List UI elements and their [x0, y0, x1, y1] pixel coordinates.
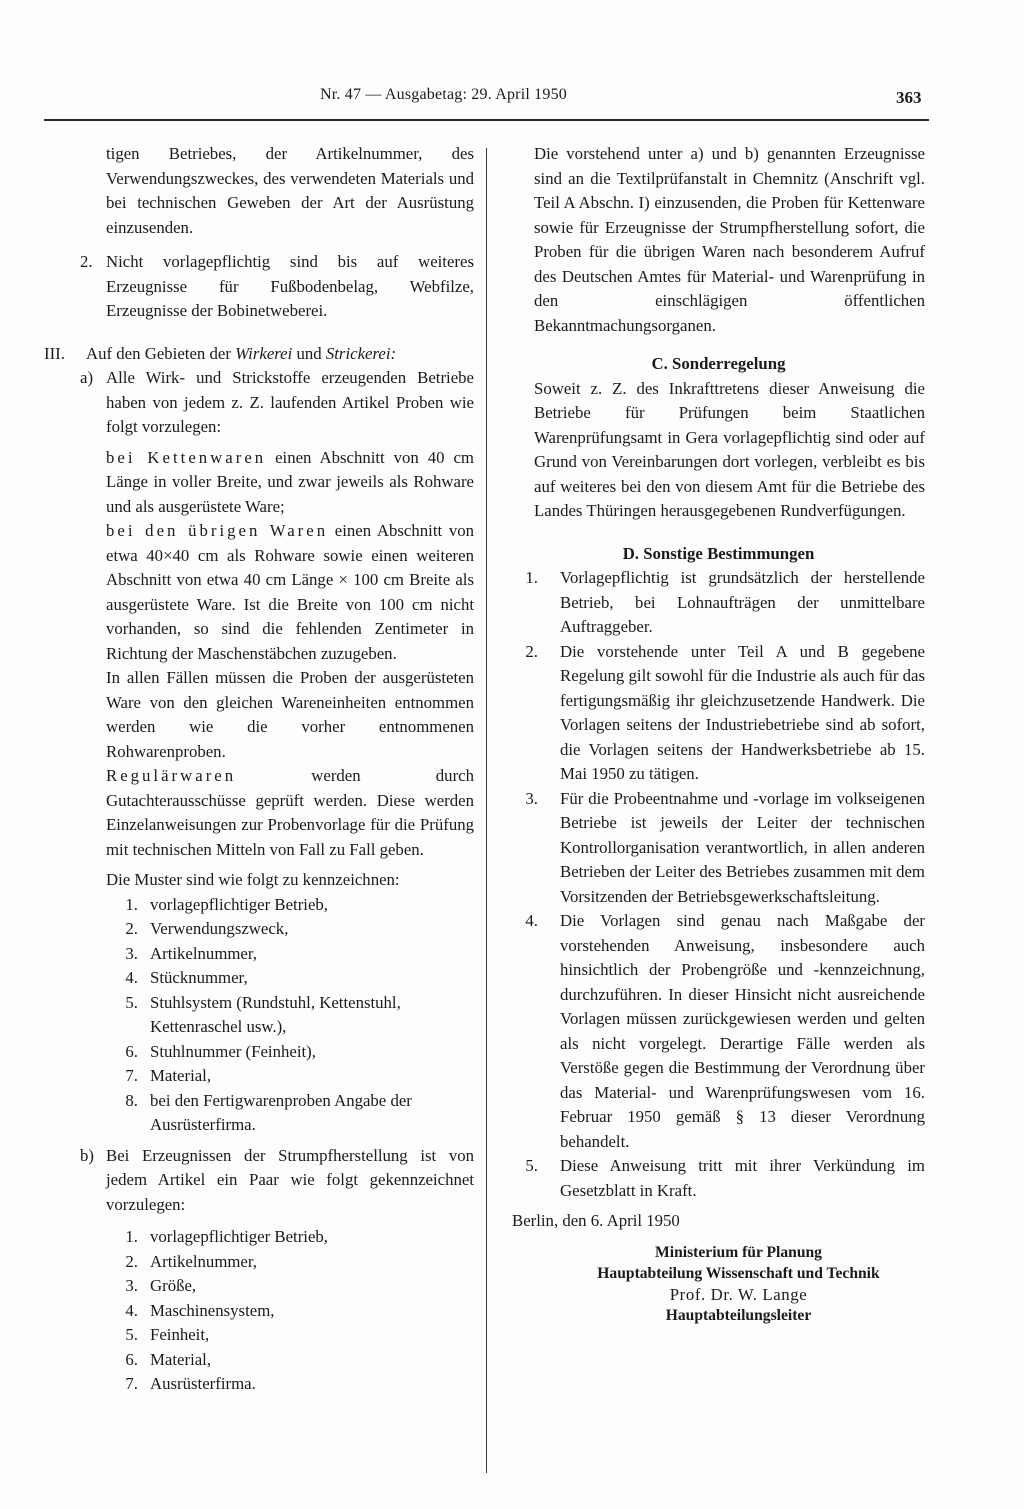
subsection-text: Bei Erzeugnissen der Strumpfherstellung ist von jedem Artikel ein Paar wie folgt gekennzeichnet vorzulegen: [106, 1145, 474, 1214]
list-item [44, 1348, 474, 1373]
list-item [44, 1225, 474, 1250]
list-text: Artikelnummer, [150, 1251, 257, 1271]
list-text: Feinheit, [150, 1325, 210, 1344]
list-item [44, 1064, 474, 1089]
subsection-b [44, 1144, 474, 1218]
list-text: Maschinensystem, [150, 1300, 275, 1320]
list-item [44, 1372, 474, 1397]
item-2 [44, 250, 474, 324]
list-text: Vorlagepflichtig ist grundsätzlich der herstellende Betrieb, bei Lohnaufträgen der unmittelbare Auftraggeber. [560, 568, 925, 636]
subsection-text: Alle Wirk- und Strickstoffe erzeugenden Betriebe haben von jedem z. Z. laufenden Artikel Proben wie folgt vorzulegen: [106, 368, 474, 436]
list-item [44, 917, 474, 942]
section-c-text: Soweit z. Z. des Inkrafttretens dieser Anweisung die Betriebe für Prüfungen beim Staatlichen Warenprüfungsamt in Gera vorlagepflichtig sind oder auf Grund von Vereinbarungen dort vorlegen, verbleibt es bis auf weiteres bei den von diesem Amt für die Betriebe des Landes Thüringen herausgegebenen Rundverfügungen. [534, 378, 925, 520]
list-number: 7. [125, 1374, 138, 1393]
item-number: 2. [80, 252, 93, 271]
list-text: bei den Fertigwarenproben Angabe der [150, 1090, 412, 1110]
regulaerwaren-para [44, 764, 474, 862]
subsection-a [44, 366, 474, 440]
provision-item [512, 640, 925, 787]
list-number: 5. [525, 1156, 538, 1175]
allen-faellen-para: In allen Fällen müssen die Proben der ausgerüsteten Ware von den gleichen Wareneinheiten entnommen werden wie die vorher entnommenen Rohwarenproben. [106, 668, 474, 761]
provision-item [512, 787, 925, 910]
department-name: Hauptabteilung Wissenschaft und Technik [597, 1264, 880, 1282]
continued-paragraph: tigen Betriebes, der Artikelnummer, des Verwendungszweckes, des verwendeten Materials und bei technischen Geweben der Art der Ausrüstung einzusenden. [106, 144, 474, 237]
marking-list-a [44, 893, 474, 1138]
para-text: werden durch Gutachterausschüsse geprüft werden. Diese werden Einzelanweisungen zur Probenvorlage für die Prüfung mit technischen Mitteln von Fall zu Fall geben. [106, 766, 474, 859]
list-text: Für die Probeentnahme und -vorlage im volkseigenen Betriebe ist jeweils der Leiter der technischen Kontrollorganisation verantwortlich, in allen anderen Betrieben der Leiter des Betriebes zusammen mit dem Vorsitzenden der Betriebsgewerkschaftsleitung. [560, 788, 925, 906]
list-text-continued: Kettenraschel usw.), [150, 1017, 287, 1036]
left-column [44, 142, 474, 1397]
list-text: Stuhlsystem (Rundstuhl, Kettenstuhl, [150, 992, 401, 1012]
list-text: Größe, [150, 1276, 197, 1295]
list-number: 4. [125, 968, 138, 987]
list-number: 6. [125, 1041, 138, 1061]
list-text: Material, [150, 1349, 212, 1369]
spaced-term: Regulärwaren [106, 766, 237, 785]
list-number: 1. [125, 894, 138, 914]
provision-item [512, 909, 925, 1154]
list-number: 7. [125, 1066, 138, 1085]
section-d-heading: D. Sonstige Bestimmungen [622, 543, 815, 563]
page-header [0, 84, 1024, 114]
intro-paragraph: Die vorstehend unter a) und b) genannten Erzeugnisse sind an die Textilprüfanstalt in Chemnitz (Anschrift vgl. Teil A Abschn. I) einzusenden, die Proben für Kettenware sowie für Erzeugnisse der Strumpfherstellung sofort, die Proben für die übrigen Waren nach besonderem Aufruf des Deutschen Amtes für Material- und Warenprüfung in den einschlägigen öffentlichen Bekanntmachungsorganen. [534, 144, 925, 335]
list-item [44, 1089, 474, 1138]
kettenwaren-para [44, 446, 474, 520]
list-number: 6. [125, 1349, 138, 1369]
uebrige-waren-para [44, 519, 474, 666]
section-c-heading: C. Sonderregelung [651, 354, 786, 373]
list-number: 5. [125, 992, 138, 1012]
list-item [44, 1323, 474, 1348]
subsection-marker: b) [80, 1145, 94, 1165]
list-number: 1. [125, 1227, 138, 1246]
list-item [44, 893, 474, 918]
list-text: Diese Anweisung tritt mit ihrer Verkündung im Gesetzblatt in Kraft. [560, 1156, 925, 1200]
spaced-term: bei Kettenwaren [106, 447, 267, 467]
provision-item [512, 566, 925, 640]
list-item [44, 1274, 474, 1299]
list-text: Die Vorlagen sind genau nach Maßgabe der vorstehenden Anweisung, insbesondere auch hinsichtlich der Probengröße und -kennzeichnung, durchzuführen. In dieser Hinsicht nicht ausreichende Vorlagen müssen zurückgewiesen werden und gelten als nicht vorgelegt. Derartige Fälle werden als Verstöße gegen die Bestimmung der Verordnung über das Material- und Warenprüfungswesen vom 16. Februar 1950 gemäß § 13 dieser Verordnung behandelt. [560, 911, 925, 1151]
list-text: Die vorstehende unter Teil A und B gegebene Regelung gilt sowohl für die Industrie als auch für das fertigungsmäßig ihr gleichzusetzende Handwerk. Die Vorlagen seitens der Industriebetriebe sind ab sofort, die Vorlagen seitens der Handwerksbetriebe ab 15. Mai 1950 zu tätigen. [560, 641, 925, 783]
right-column [512, 142, 925, 1326]
list-text: Stuhlnummer (Feinheit), [150, 1041, 316, 1061]
list-text: vorlagepflichtiger Betrieb, [150, 1227, 328, 1246]
place-date: Berlin, den 6. April 1950 [512, 1211, 680, 1230]
subsection-marker: a) [80, 368, 94, 387]
section-number: III. [44, 343, 65, 363]
list-text: Ausrüsterfirma. [150, 1374, 256, 1393]
list-number: 3. [525, 788, 538, 808]
heading-text: und [296, 343, 322, 363]
list-number: 4. [525, 911, 538, 930]
signatory-title: Hauptabteilungsleiter [665, 1306, 812, 1324]
heading-text: Auf den Gebieten der [86, 343, 231, 363]
list-item [44, 991, 474, 1040]
item-text: Nicht vorlagepflichtig sind bis auf weiteres Erzeugnisse für Fußbodenbelag, Webfilze, Erzeugnisse der Bobinetweberei. [106, 252, 474, 320]
list-number: 3. [125, 943, 138, 963]
para-text: einen Abschnitt von etwa 40×40 cm als Rohware sowie einen weiteren Abschnitt von etwa 40 cm Länge × 100 cm Breite als ausgerüstete Ware. Ist die Breite von 100 cm nicht vorhanden, so sind die fehlenden Zentimeter in Richtung der Maschenstäbchen zuzugeben. [106, 521, 474, 663]
list-number: 2. [125, 1251, 138, 1271]
list-number: 2. [525, 641, 538, 661]
signatory-name: Prof. Dr. W. Lange [669, 1284, 808, 1304]
list-number: 4. [125, 1300, 138, 1320]
column-divider [486, 148, 487, 1473]
para-text: einen Abschnitt von 40 cm Länge in voller Breite, und zwar jeweils als Rohware und als ausgerüstete Ware; [106, 447, 474, 516]
heading-italic: Strickerei: [325, 343, 397, 363]
list-text: Stücknummer, [150, 968, 248, 987]
marking-list-b [44, 1225, 474, 1397]
ministry-name: Ministerium für Planung [655, 1243, 822, 1261]
heading-italic: Wirkerei [235, 343, 293, 363]
provision-item [512, 1154, 925, 1203]
list-text: Artikelnummer, [150, 943, 257, 963]
list-number: 8. [125, 1090, 138, 1110]
list-item [44, 942, 474, 967]
issue-line: Nr. 47 — Ausgabetag: 29. April 1950 [320, 86, 567, 103]
list-text: Verwendungszweck, [150, 919, 289, 938]
list-item [44, 1299, 474, 1324]
section-iii-heading [44, 342, 474, 367]
page-number: 363 [896, 88, 922, 107]
spaced-term: bei den übrigen Waren [106, 521, 329, 540]
muster-intro: Die Muster sind wie folgt zu kennzeichnen: [106, 870, 400, 889]
list-number: 1. [525, 568, 538, 587]
section-d-items [512, 566, 925, 1203]
list-text-continued: Ausrüsterfirma. [150, 1115, 256, 1134]
list-number: 5. [125, 1325, 138, 1344]
list-number: 2. [125, 919, 138, 938]
list-item [44, 1250, 474, 1275]
list-text: Material, [150, 1066, 212, 1085]
list-text: vorlagepflichtiger Betrieb, [150, 894, 328, 914]
list-number: 3. [125, 1276, 138, 1295]
list-item [44, 1040, 474, 1065]
header-rule [44, 119, 929, 121]
list-item [44, 966, 474, 991]
signature-block [512, 1242, 925, 1326]
